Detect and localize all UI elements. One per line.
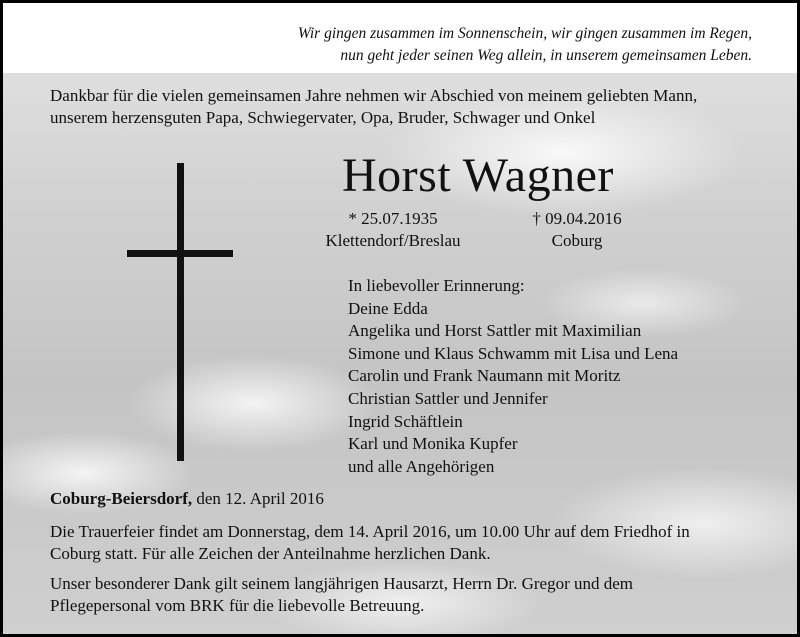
thanks-line-1: Unser besonderer Dank gilt seinem langjährigen Hausarzt, Herrn Dr. Gregor und dem: [50, 574, 634, 593]
death-date: † 09.04.2016: [532, 209, 622, 228]
place: Coburg-Beiersdorf,: [50, 489, 193, 508]
mourners-list: [348, 275, 678, 478]
mourner-item: Deine Edda: [348, 298, 428, 318]
mourner-item: Carolin und Frank Naumann mit Moritz: [348, 366, 621, 386]
funeral-line-1: Die Trauerfeier findet am Donnerstag, dem 14. April 2016, um 10.00 Uhr auf dem Friedhof in: [50, 522, 690, 541]
date: den 12. April 2016: [196, 489, 324, 508]
birth-place: Klettendorf/Breslau: [325, 231, 461, 250]
death-info: [491, 208, 663, 252]
mourner-item: Ingrid Schäftlein: [348, 411, 463, 431]
funeral-notice: [50, 521, 760, 565]
mourner-item: Simone und Klaus Schwamm mit Lisa und Lena: [348, 343, 679, 363]
mourner-item: Christian Sattler und Jennifer: [348, 388, 548, 408]
intro-line-2: unserem herzensguten Papa, Schwiegervater, Opa, Bruder, Schwager und Onkel: [50, 108, 596, 127]
funeral-line-2: Coburg statt. Für alle Zeichen der Anteilnahme herzlichen Dank.: [50, 544, 491, 563]
motto-line-2: nun geht jeder seinen Weg allein, in unserem gemeinsamen Leben.: [340, 47, 752, 64]
mourner-item: Angelika und Horst Sattler mit Maximilian: [348, 321, 642, 341]
death-place: Coburg: [551, 231, 603, 250]
thanks-notice: [50, 573, 760, 617]
mourner-item: und alle Angehörigen: [348, 456, 495, 476]
cross-icon-horizontal-bar: [127, 250, 233, 257]
intro-text: [50, 85, 760, 129]
intro-line-1: Dankbar für die vielen gemeinsamen Jahre nehmen wir Abschied von meinem geliebten Mann,: [50, 86, 698, 105]
motto-verse: [298, 23, 752, 67]
mourner-item: Karl und Monika Kupfer: [348, 434, 518, 454]
thanks-line-2: Pflegepersonal vom BRK für die liebevolle Betreuung.: [50, 596, 425, 615]
deceased-name: Horst Wagner: [342, 149, 614, 202]
cross-icon-vertical-bar: [177, 163, 184, 461]
birth-date: * 25.07.1935: [348, 209, 438, 228]
motto-line-1: Wir gingen zusammen im Sonnenschein, wir gingen zusammen im Regen,: [297, 25, 752, 42]
mourners-heading: In liebevoller Erinnerung:: [348, 276, 525, 295]
place-date-line: [50, 488, 324, 510]
birth-info: [308, 208, 478, 252]
